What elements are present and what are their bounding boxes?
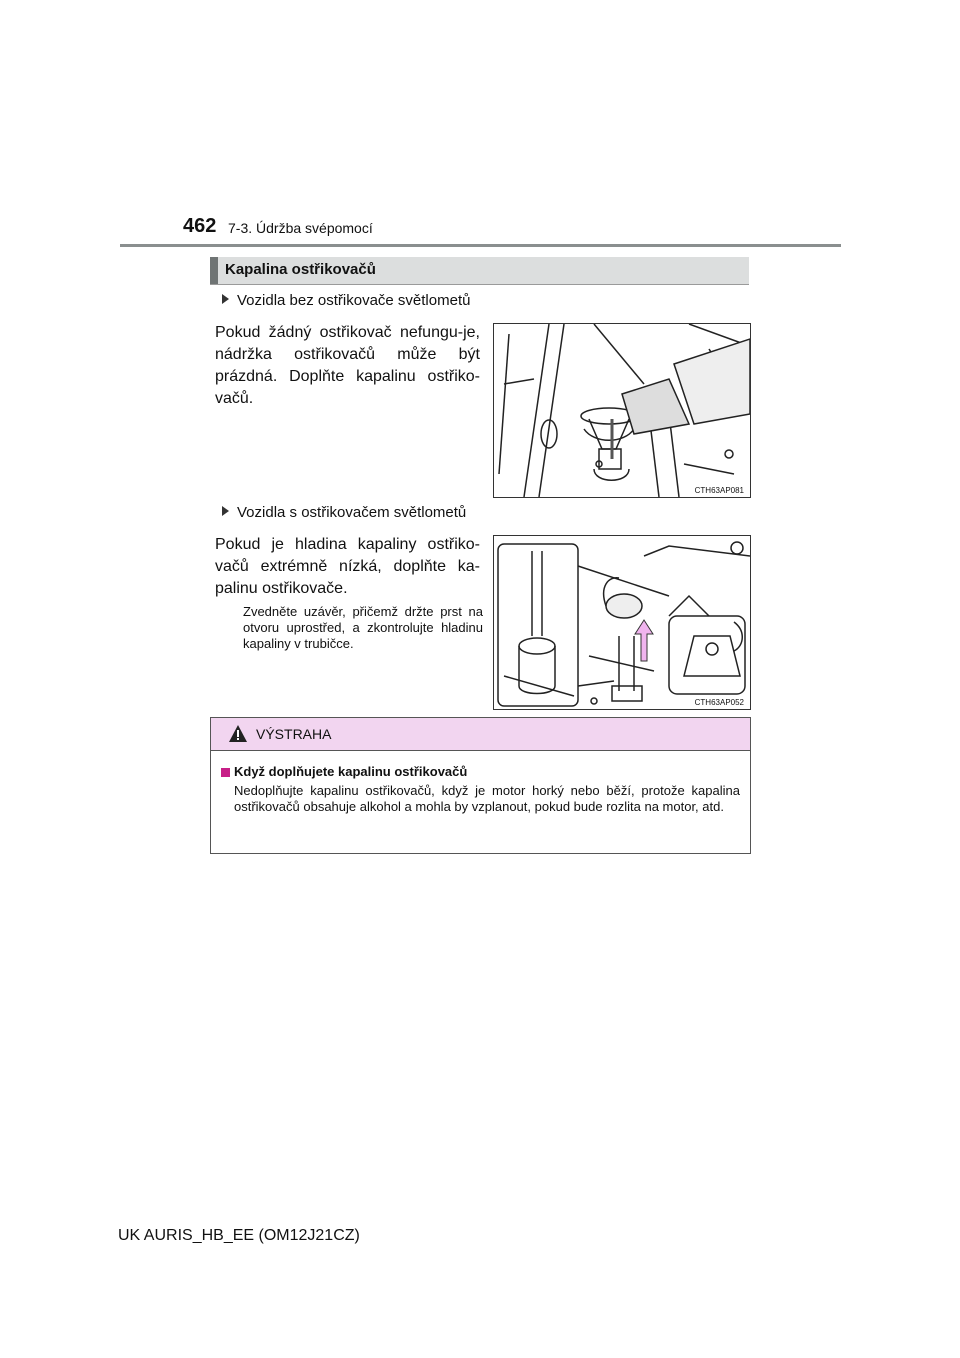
funnel-illustration — [494, 324, 750, 497]
footer-model-code: UK AURIS_HB_EE (OM12J21CZ) — [118, 1227, 360, 1244]
section-breadcrumb: 7-3. Údržba svépomocí — [228, 220, 373, 236]
warning-heading: Když doplňujete kapalinu ostřikovačů — [234, 764, 468, 779]
header-rule — [120, 244, 841, 247]
warning-bullet-square — [221, 768, 230, 777]
warning-title: VÝSTRAHA — [256, 726, 332, 742]
figure-refill-funnel — [493, 323, 751, 498]
figure-fluid-level-check — [493, 535, 751, 710]
subhead-text: Vozidla bez ostřikovače světlometů — [237, 292, 471, 309]
triangle-bullet-icon — [222, 506, 229, 516]
figure-code: CTH63AP081 — [694, 486, 744, 495]
section-heading-title: Kapalina ostřikovačů — [225, 261, 376, 278]
body-text-1: Pokud žádný ostřikovač nefungu-je, nádržka ostřikovačů může být prázdná. Doplňte kapalinu ostřiko-vačů. — [215, 324, 480, 407]
warning-triangle-icon — [228, 724, 248, 743]
warning-text: Nedoplňujte kapalinu ostřikovačů, když je motor horký nebo běží, protože kapalina ostřikovačů obsahuje alkohol a mohla by vzplanout, pokud bude rozlita na motor, atd. — [234, 783, 740, 814]
warning-header — [211, 718, 750, 751]
warning-box — [210, 717, 751, 854]
figure-code: CTH63AP052 — [694, 698, 744, 707]
note-text: Zvedněte uzávěr, přičemž držte prst na otvoru uprostřed, a zkontrolujte hladinu kapaliny v trubičce. — [243, 604, 483, 651]
triangle-bullet-icon — [222, 294, 229, 304]
body-text-2: Pokud je hladina kapaliny ostřiko-vačů extrémně nízká, doplňte ka-palinu ostřikovače. — [215, 536, 480, 597]
fluid-level-illustration — [494, 536, 750, 709]
subhead-text: Vozidla s ostřikovačem světlometů — [237, 504, 467, 521]
subhead-without-headlamp-cleaner — [222, 292, 470, 309]
subhead-with-headlamp-cleaner — [222, 504, 466, 521]
section-heading-bar — [210, 257, 218, 284]
section-heading — [210, 257, 749, 285]
page-number: 462 — [183, 215, 217, 237]
